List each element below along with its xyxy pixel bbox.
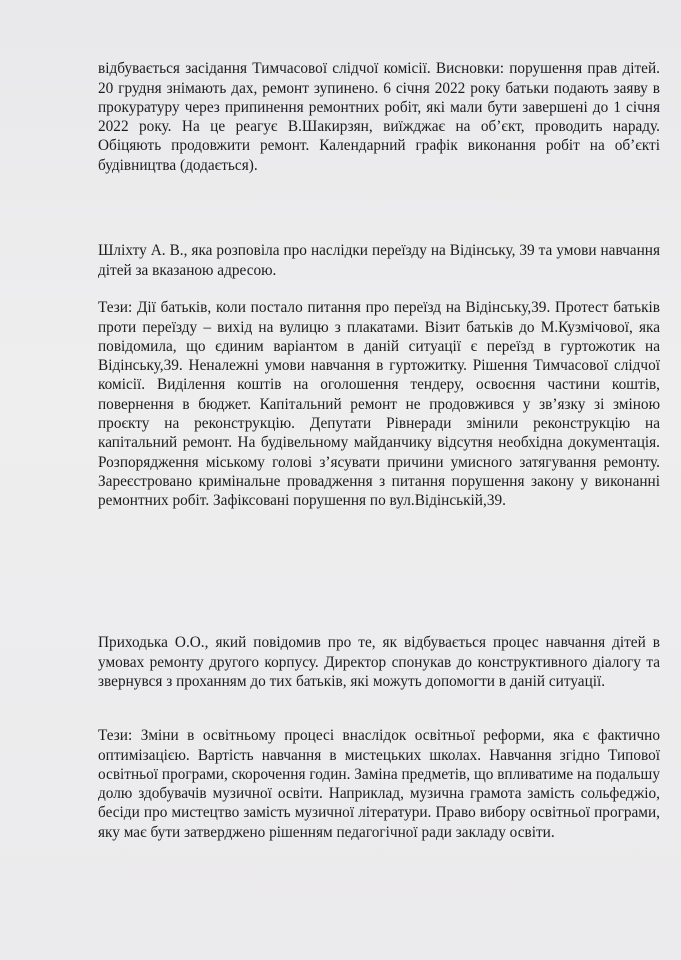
paragraph-speaker-prykhodko: Приходька О.О., який повідомив про те, як відбувається процес навчання дітей в умовах ремонту другого корпусу. Директор спонукав до конструктивного діалогу та звернувся з проханням до тих батьків, які можуть допомогти в даній ситуації. xyxy=(98,634,660,690)
paragraph-speaker-shlikhta: Шліхту А. В., яка розповіла про наслідки переїзду на Відінську, 39 та умови навчання дітей за вказаною адресою. xyxy=(98,242,660,279)
paragraph-theses-prykhodko: Тези: Зміни в освітньому процесі внаслідок освітньої реформи, яка є фактично оптимізацією. Вартість навчання в мистецьких школах. Навчання згідно Типової освітньої програми, скорочення годин. Заміна предметів, що впливатиме на подальшу долю здобувачів музичної освіти. Наприклад, музична грамота замість сольфеджіо, бесіди про мистецтво замість музичної літератури. Право вибору освітньої програми, яку має бути затверджено рішенням педагогічної ради закладу освіти. xyxy=(98,727,660,841)
paragraph-continuation: відбувається засідання Тимчасової слідчої комісії. Висновки: порушення прав дітей. 20 грудня знімають дах, ремонт зупинено. 6 січня 2022 року батьки подають заяву в прокуратуру через припинення ремонтних робіт, які мали бути завершені до 1 січня 2022 року. На це реагує В.Шакирзян, виїжджає на об’єкт, проводить нараду. Обіцяють продовжити ремонт. Календарний графік виконання робіт на об’єкті будівництва (додається). xyxy=(98,60,660,174)
paragraph-theses-shlikhta: Тези: Дії батьків, коли постало питання про переїзд на Відінську,39. Протест батьків проти переїзду – вихід на вулицю з плакатами. Візит батьків до М.Кузмічової, яка повідомила, що єдиним варіантом в даній ситуації є переїзд в гуртожотик на Відінську,39. Неналежні умови навчання в гуртожитку. Рішення Тимчасової слідчої комісії. Виділення коштів на оголошення тендеру, освоєння частини коштів, повернення в бюджет. Капітальний ремонт не продовжився у зв’язку зі зміною проєкту на реконструкцію. Депутати Рівнеради змінили реконструкцію на капітальний ремонт. На будівельному майданчику відсутня необхідна документація. Розпорядження міському голові з’ясувати причини умисного затягування ремонту. Зареєстровано кримінальне провадження з питання порушення закону у виконанні ремонтних робіт. Зафіксовані порушення по вул.Відінській,39. xyxy=(98,299,660,510)
